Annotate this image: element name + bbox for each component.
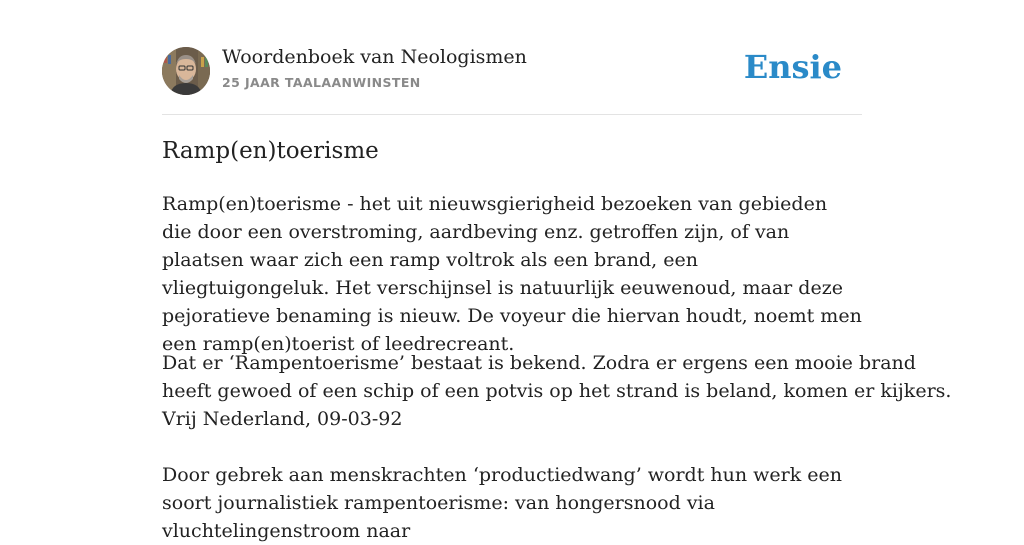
quote-2: Door gebrek aan menskrachten ‘productiedwang’ wordt hun werk een soort journalistiek rampentoerisme: van hongersnood via vluchtelingenstroom naar <box>162 464 843 542</box>
quote-1-source: Vrij Nederland, 09-03-92 <box>162 408 403 430</box>
quote-1-line-2: heeft gewoed of een schip of een potvis op het strand is beland, komen er kijkers. <box>162 380 952 402</box>
entry-title: Ramp(en)toerisme <box>162 138 379 164</box>
author-avatar[interactable] <box>162 47 210 95</box>
site-title[interactable]: Woordenboek van Neologismen <box>222 46 527 68</box>
quote-1-line-1: Dat er ‘Rampentoerisme’ bestaat is bekend. Zodra er ergens een mooie brand <box>162 352 916 374</box>
entry-definition: Ramp(en)toerisme - het uit nieuwsgierigheid bezoeken van gebieden die door een overstroming, aardbeving enz. getroffen zijn, of van plaatsen waar zich een ramp voltrok als een brand, een vliegtuigongeluk. Het verschijnsel is natuurlijk eeuwenoud, maar deze pejoratieve benaming is nieuw. De voyeur die hiervan houdt, noemt men een ramp(en)toerist of leedrecreant. <box>162 193 862 355</box>
site-header <box>162 46 862 115</box>
quote-1 <box>162 349 952 433</box>
ensie-logo[interactable]: Ensie <box>743 48 842 86</box>
site-subtitle: 25 JAAR TAALAANWINSTEN <box>222 75 421 90</box>
